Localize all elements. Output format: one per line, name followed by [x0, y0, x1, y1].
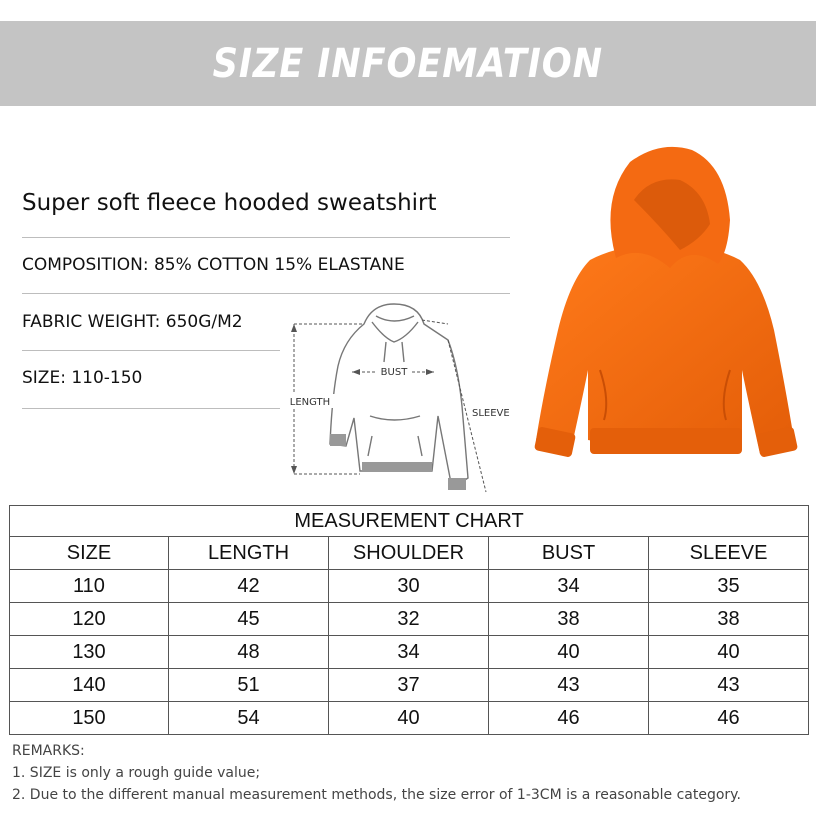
- cell-shoulder: 37: [329, 669, 489, 702]
- table-row: [10, 603, 809, 636]
- banner-title: SIZE INFOEMATION: [212, 40, 604, 87]
- composition-text: COMPOSITION: 85% COTTON 15% ELASTANE: [22, 255, 405, 275]
- table-row: [10, 669, 809, 702]
- size-range-text: SIZE: 110-150: [22, 368, 143, 388]
- product-name: [22, 190, 510, 238]
- cell-bust: 34: [489, 570, 649, 603]
- table-row: [10, 636, 809, 669]
- bust-label: BUST: [380, 367, 408, 378]
- measurement-chart: [9, 505, 809, 735]
- cell-sleeve: 38: [649, 603, 809, 636]
- hem-rib: [362, 462, 432, 472]
- cell-shoulder: 30: [329, 570, 489, 603]
- length-label: LENGTH: [289, 397, 331, 408]
- composition-line: [22, 255, 510, 294]
- measurement-diagram: [272, 296, 522, 496]
- header-bust: BUST: [489, 537, 649, 570]
- cell-size: 110: [10, 570, 169, 603]
- header-sleeve: SLEEVE: [649, 537, 809, 570]
- cell-length: 48: [169, 636, 329, 669]
- cuff-right: [448, 478, 466, 490]
- cell-size: 150: [10, 702, 169, 735]
- cell-length: 51: [169, 669, 329, 702]
- cell-sleeve: 35: [649, 570, 809, 603]
- cell-shoulder: 34: [329, 636, 489, 669]
- chart-title-row: [10, 506, 809, 537]
- chart-header-row: [10, 537, 809, 570]
- header-shoulder: SHOULDER: [329, 537, 489, 570]
- cell-length: 54: [169, 702, 329, 735]
- remarks-heading: REMARKS:: [12, 743, 85, 759]
- cell-size: 130: [10, 636, 169, 669]
- cell-size: 140: [10, 669, 169, 702]
- cell-length: 42: [169, 570, 329, 603]
- size-range-line: [22, 368, 280, 409]
- sleeve-label: SLEEVE: [472, 408, 510, 419]
- fabric-weight-text: FABRIC WEIGHT: 650G/M2: [22, 312, 243, 332]
- table-row: [10, 570, 809, 603]
- hoodie-photo: [530, 140, 800, 470]
- fabric-weight-line: [22, 312, 280, 351]
- cell-length: 45: [169, 603, 329, 636]
- chart-title: MEASUREMENT CHART: [10, 506, 809, 537]
- cell-shoulder: 40: [329, 702, 489, 735]
- cell-bust: 38: [489, 603, 649, 636]
- cell-shoulder: 32: [329, 603, 489, 636]
- product-name-text: Super soft fleece hooded sweatshirt: [22, 190, 437, 216]
- cell-size: 120: [10, 603, 169, 636]
- cuff-left: [330, 434, 346, 446]
- cell-bust: 43: [489, 669, 649, 702]
- remarks: [12, 740, 741, 806]
- header-length: LENGTH: [169, 537, 329, 570]
- remarks-line-1: 1. SIZE is only a rough guide value;: [12, 765, 261, 781]
- cell-bust: 46: [489, 702, 649, 735]
- title-banner: [0, 21, 816, 106]
- cell-sleeve: 43: [649, 669, 809, 702]
- cell-bust: 40: [489, 636, 649, 669]
- remarks-line-2: 2. Due to the different manual measurement methods, the size error of 1-3CM is a reasonable category.: [12, 787, 741, 803]
- table-row: [10, 702, 809, 735]
- cell-sleeve: 46: [649, 702, 809, 735]
- header-size: SIZE: [10, 537, 169, 570]
- cell-sleeve: 40: [649, 636, 809, 669]
